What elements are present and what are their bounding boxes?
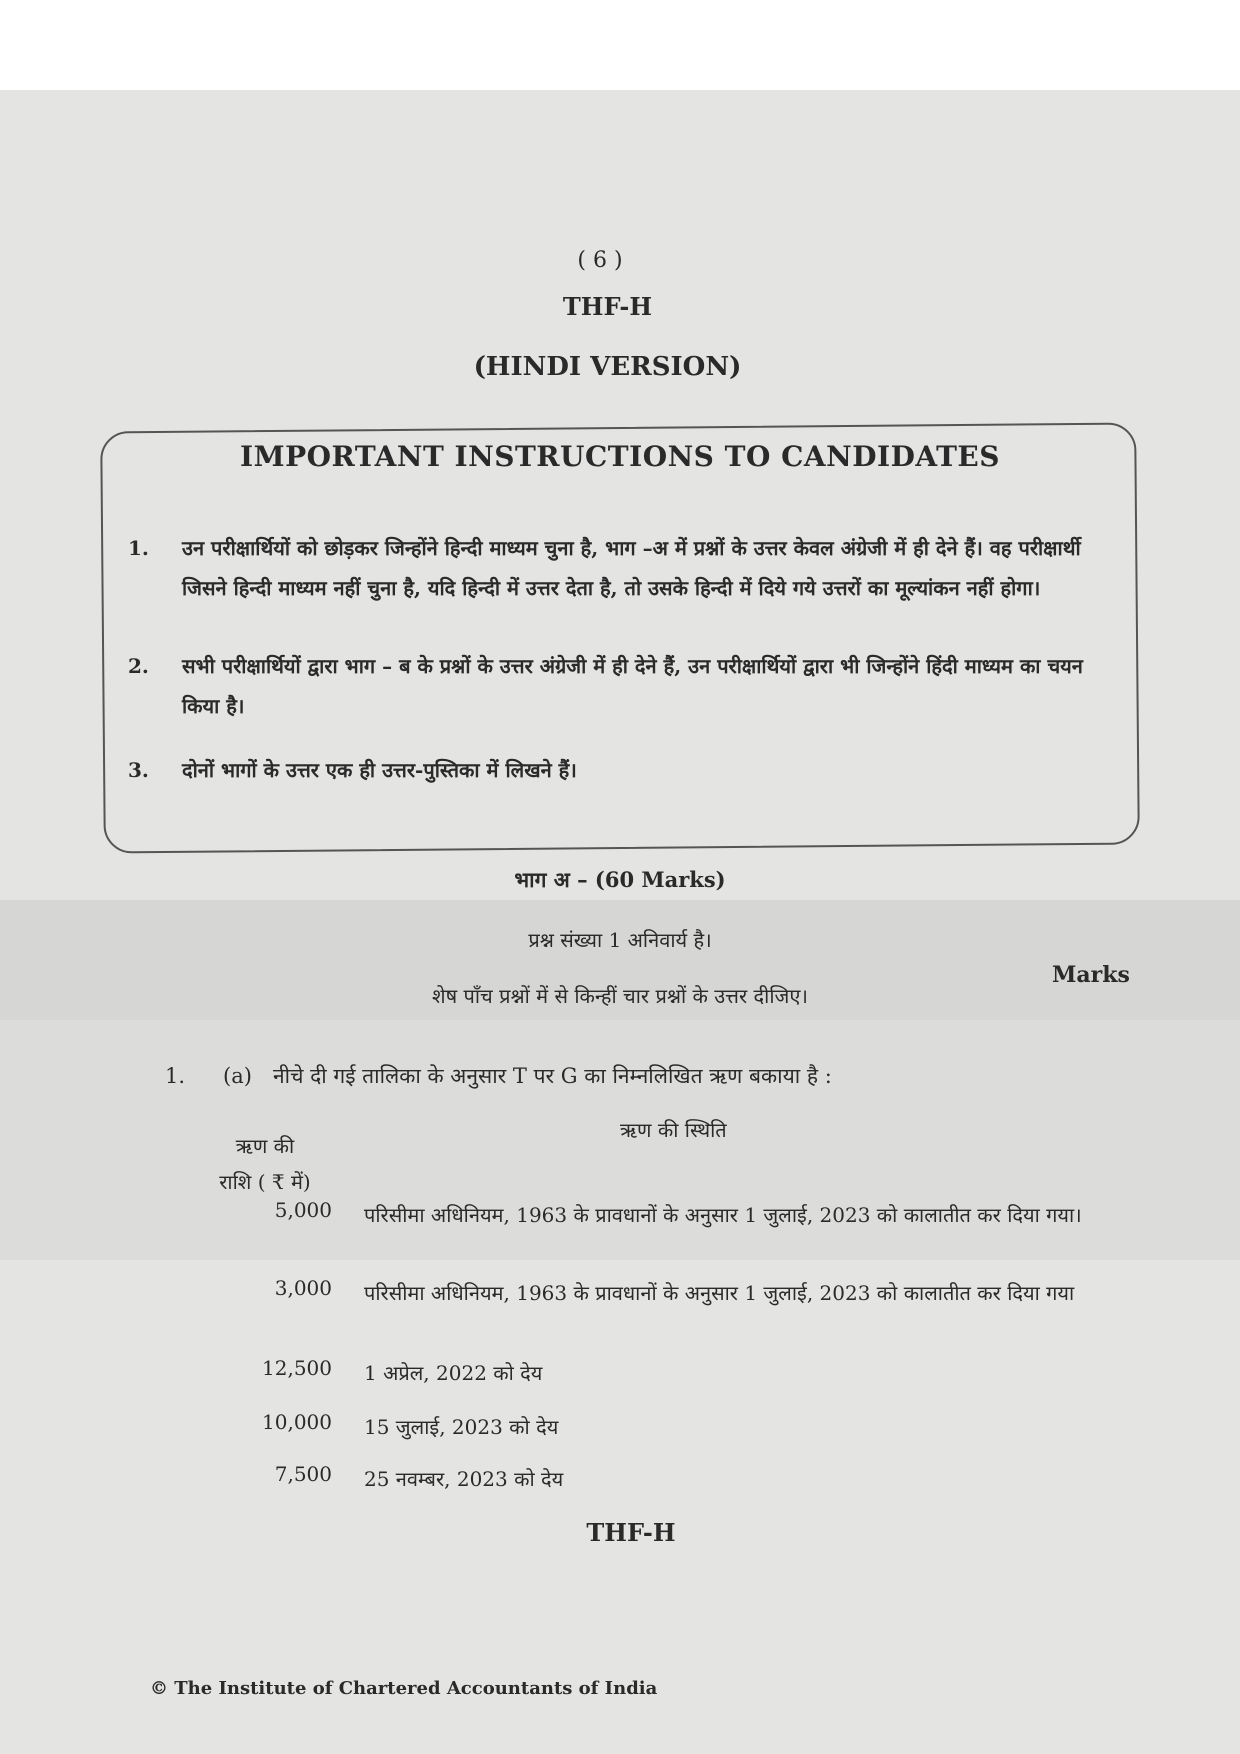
instruction-item (128, 750, 1108, 790)
debt-amount: 10,000 (262, 1410, 332, 1434)
debt-amount: 7,500 (274, 1462, 332, 1486)
instruction-item (128, 646, 1108, 726)
question-stem (165, 1062, 832, 1090)
instruction-text: दोनों भागों के उत्तर एक ही उत्तर-पुस्तिका में लिखने हैं। (182, 758, 577, 782)
instruction-number: 3. (128, 758, 149, 782)
column-header-amount-line1: ऋण की (235, 1134, 295, 1158)
version-heading: (HINDI VERSION) (473, 352, 742, 382)
debt-amount: 3,000 (274, 1276, 332, 1300)
debt-status: परिसीमा अधिनियम, 1963 के प्रावधानों के अनुसार 1 जुलाई, 2023 को कालातीत कर दिया गया (364, 1281, 1075, 1305)
part-heading: भाग अ – (60 Marks) (514, 867, 726, 892)
page-number: ( 6 ) (577, 248, 623, 273)
paper-code-footer: THF-H (586, 1518, 676, 1547)
debt-status: 1 अप्रेल, 2022 को देय (364, 1361, 543, 1385)
debt-status: परिसीमा अधिनियम, 1963 के प्रावधानों के अनुसार 1 जुलाई, 2023 को कालातीत कर दिया गया। (364, 1203, 1082, 1227)
column-header-status: ऋण की स्थिति (620, 1118, 727, 1142)
instruction-text: सभी परीक्षार्थियों द्वारा भाग – ब के प्रश्नों के उत्तर अंग्रेजी में ही देने हैं, उन परीक्षार्थियों द्वारा भी जिन्होंने हिंदी माध्यम का चयन किया है। (182, 654, 1083, 718)
instruction-number: 1. (128, 536, 149, 560)
column-header-amount (210, 1128, 320, 1200)
compulsory-note: प्रश्न संख्या 1 अनिवार्य है। (528, 928, 712, 952)
scan-top-margin (0, 0, 1240, 90)
paper-code-header: THF-H (562, 292, 653, 321)
instruction-text: उन परीक्षार्थियों को छोड़कर जिन्होंने हिन्दी माध्यम चुना है, भाग –अ में प्रश्नों के उत्तर केवल अंग्रेजी में ही देने हैं। वह परीक्षार्थी जिसने हिन्दी माध्यम नहीं चुना है, यदि हिन्दी में उत्तर देता है, तो उसके हिन्दी में दिये गये उत्तरों का मूल्यांकन नहीं होगा। (182, 536, 1081, 600)
question-text: नीचे दी गई तालिका के अनुसार T पर G का निम्नलिखित ऋण बकाया है : (273, 1064, 832, 1088)
question-number: 1. (165, 1064, 186, 1088)
marks-column-label: Marks (1052, 962, 1130, 988)
debt-amount: 5,000 (274, 1198, 332, 1222)
debt-status: 25 नवम्बर, 2023 को देय (364, 1467, 564, 1491)
question-sub-label: (a) (223, 1064, 252, 1088)
attempt-instruction: शेष पाँच प्रश्नों में से किन्हीं चार प्रश्नों के उत्तर दीजिए। (431, 984, 808, 1008)
debt-amount: 12,500 (262, 1356, 332, 1380)
copyright-notice: © The Institute of Chartered Accountants of India (150, 1678, 658, 1699)
instruction-item (128, 528, 1108, 608)
instructions-title: IMPORTANT INSTRUCTIONS TO CANDIDATES (240, 440, 1000, 473)
debt-status: 15 जुलाई, 2023 को देय (364, 1415, 559, 1439)
instruction-number: 2. (128, 654, 149, 678)
column-header-amount-line2: राशि ( ₹ में) (219, 1170, 311, 1194)
